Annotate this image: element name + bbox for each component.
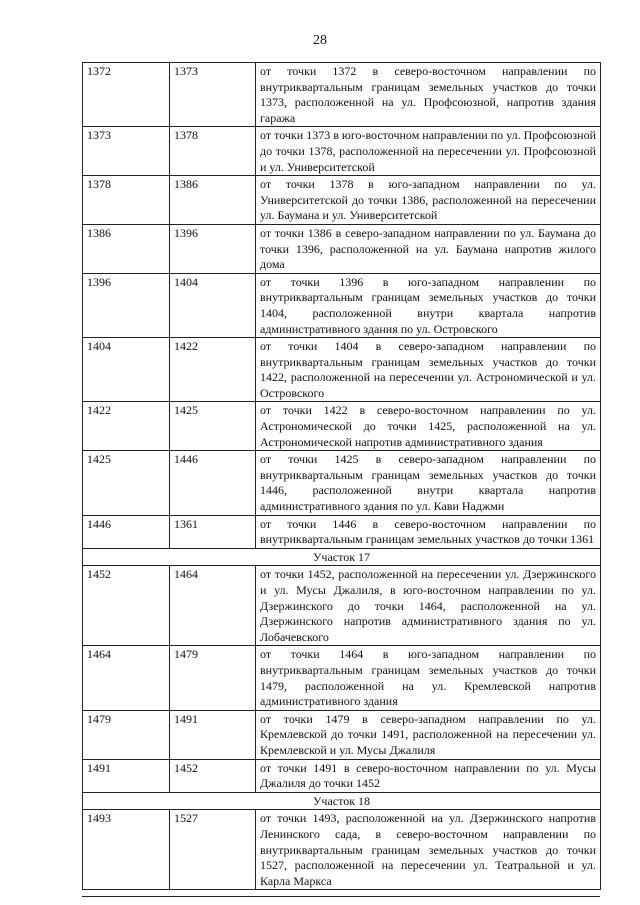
- description-cell: от точки 1373 в юго-восточном направлении по ул. Профсоюзной до точки 1378, расположенной на пересечении ул. Профсоюзной и ул. Университетской: [256, 127, 601, 176]
- table-row: [83, 646, 601, 710]
- from-point-cell: 1386: [83, 224, 170, 273]
- description-cell: от точки 1491 в северо-восточном направлении по ул. Мусы Джалиля до точки 1452: [256, 759, 601, 792]
- table-row: [83, 810, 601, 890]
- boundary-table: [82, 62, 601, 890]
- from-point-cell: 1404: [83, 338, 170, 402]
- from-point-cell: 1464: [83, 646, 170, 710]
- section-row: [83, 548, 601, 566]
- to-point-cell: 1378: [170, 127, 256, 176]
- table-row: [83, 402, 601, 451]
- table-row: [83, 710, 601, 759]
- description-cell: от точки 1464 в юго-западном направлении по внутриквартальным границам земельных участков до точки 1479, расположенной на ул. Кремлевской напротив административного здания: [256, 646, 601, 710]
- from-point-cell: 1425: [83, 451, 170, 515]
- table-row: [83, 176, 601, 225]
- to-point-cell: 1479: [170, 646, 256, 710]
- to-point-cell: 1527: [170, 810, 256, 890]
- to-point-cell: 1386: [170, 176, 256, 225]
- description-cell: от точки 1404 в северо-западном направлении по внутриквартальным границам земельных участков до точки 1422, расположенной на пересечении ул. Астрономической и ул. Островского: [256, 338, 601, 402]
- bottom-rule: [82, 896, 600, 897]
- to-point-cell: 1361: [170, 515, 256, 548]
- to-point-cell: 1422: [170, 338, 256, 402]
- table-row: [83, 759, 601, 792]
- from-point-cell: 1372: [83, 63, 170, 127]
- from-point-cell: 1378: [83, 176, 170, 225]
- from-point-cell: 1396: [83, 273, 170, 337]
- page-number: 28: [313, 33, 327, 48]
- table-row: [83, 338, 601, 402]
- from-point-cell: 1373: [83, 127, 170, 176]
- to-point-cell: 1491: [170, 710, 256, 759]
- from-point-cell: 1491: [83, 759, 170, 792]
- description-cell: от точки 1386 в северо-западном направлении по ул. Баумана до точки 1396, расположенной на ул. Баумана напротив жилого дома: [256, 224, 601, 273]
- to-point-cell: 1404: [170, 273, 256, 337]
- to-point-cell: 1425: [170, 402, 256, 451]
- description-cell: от точки 1493, расположенной на ул. Дзержинского напротив Ленинского сада, в северо-восточном направлении по внутриквартальным границам земельных участков до точки 1527, расположенной на пересечении ул. Театральной и ул. Карла Маркса: [256, 810, 601, 890]
- table-row: [83, 566, 601, 646]
- description-cell: от точки 1479 в северо-западном направлении по ул. Кремлевской до точки 1491, расположенной на пересечении ул. Кремлевской и ул. Мусы Джалиля: [256, 710, 601, 759]
- description-cell: от точки 1446 в северо-восточном направлении по внутриквартальным границам земельных участков до точки 1361: [256, 515, 601, 548]
- table-row: [83, 224, 601, 273]
- table-row: [83, 451, 601, 515]
- to-point-cell: 1446: [170, 451, 256, 515]
- description-cell: от точки 1452, расположенной на пересечении ул. Дзержинского и ул. Мусы Джалиля, в юго-восточном направлении по ул. Дзержинского до точки 1464, расположенной на ул. Дзержинского напротив административного здания по ул. Лобачевского: [256, 566, 601, 646]
- from-point-cell: 1479: [83, 710, 170, 759]
- to-point-cell: 1464: [170, 566, 256, 646]
- from-point-cell: 1446: [83, 515, 170, 548]
- section-title: Участок 17: [83, 548, 601, 566]
- description-cell: от точки 1396 в юго-западном направлении по внутриквартальным границам земельных участков до точки 1404, расположенной внутри квартала напротив административного здания по ул. Островского: [256, 273, 601, 337]
- to-point-cell: 1452: [170, 759, 256, 792]
- section-row: [83, 792, 601, 810]
- from-point-cell: 1452: [83, 566, 170, 646]
- description-cell: от точки 1372 в северо-восточном направлении по внутриквартальным границам земельных участков до точки 1373, расположенной на ул. Профсоюзной, напротив здания гаража: [256, 63, 601, 127]
- table-row: [83, 515, 601, 548]
- description-cell: от точки 1422 в северо-восточном направлении по ул. Астрономической до точки 1425, расположенной на ул. Астрономической напротив административного здания: [256, 402, 601, 451]
- table-row: [83, 63, 601, 127]
- description-cell: от точки 1425 в северо-западном направлении по внутриквартальным границам земельных участков до точки 1446, расположенной внутри квартала напротив административного здания по ул. Кави Наджми: [256, 451, 601, 515]
- description-cell: от точки 1378 в юго-западном направлении по ул. Университетской до точки 1386, расположенной на пересечении ул. Баумана и ул. Университетской: [256, 176, 601, 225]
- to-point-cell: 1396: [170, 224, 256, 273]
- to-point-cell: 1373: [170, 63, 256, 127]
- table-row: [83, 273, 601, 337]
- from-point-cell: 1422: [83, 402, 170, 451]
- from-point-cell: 1493: [83, 810, 170, 890]
- table-row: [83, 127, 601, 176]
- section-title: Участок 18: [83, 792, 601, 810]
